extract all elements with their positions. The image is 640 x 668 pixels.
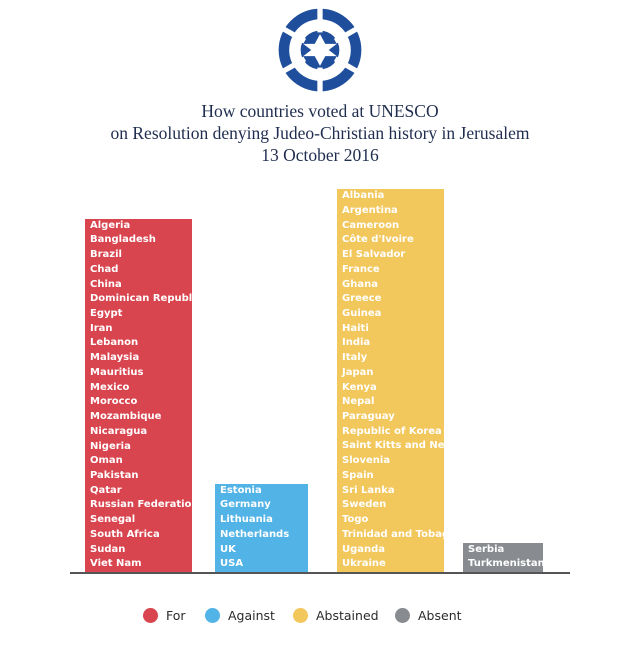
country-label: Uganda	[342, 543, 386, 555]
country-label: Italy	[342, 352, 368, 364]
country-label: Turkmenistan	[468, 558, 545, 570]
country-label: Guinea	[342, 308, 382, 320]
chart-title	[0, 100, 640, 166]
country-label: Germany	[220, 499, 271, 511]
country-label: Kenya	[342, 381, 377, 393]
country-label: UK	[220, 543, 236, 555]
country-label: Ukraine	[342, 558, 386, 570]
country-label: Netherlands	[220, 528, 290, 540]
country-label: Sweden	[342, 499, 387, 511]
country-label: Pakistan	[90, 469, 139, 481]
country-label: Mauritius	[90, 366, 144, 378]
country-label: Greece	[342, 293, 382, 305]
bar-absent	[463, 543, 543, 572]
legend-label-for: For	[166, 607, 186, 623]
chart-date: 13 October 2016	[261, 145, 379, 165]
country-label: Cameroon	[342, 219, 400, 231]
country-list-absent	[463, 543, 543, 572]
country-label: Sri Lanka	[342, 484, 395, 496]
country-label: Paraguay	[342, 411, 395, 423]
country-label: Egypt	[90, 308, 123, 320]
country-label: Ghana	[342, 278, 378, 290]
country-label: Japan	[342, 366, 374, 378]
legend-label-absent: Absent	[418, 607, 462, 623]
legend-item-abstained	[293, 605, 379, 625]
country-label: El Salvador	[342, 249, 406, 261]
country-label: Togo	[342, 514, 369, 526]
country-list-against	[215, 484, 308, 572]
country-label: Côte d'Ivoire	[342, 234, 414, 246]
country-list-for	[85, 219, 202, 572]
country-label: Albania	[342, 190, 385, 202]
legend-swatch-for	[143, 608, 158, 623]
country-label: Oman	[90, 455, 123, 467]
country-label: Nepal	[342, 396, 375, 408]
bar-against	[215, 484, 308, 572]
country-label: Chad	[90, 263, 119, 275]
country-label: Haiti	[342, 322, 369, 334]
country-label: Algeria	[90, 219, 131, 231]
country-label: South Africa	[90, 528, 160, 540]
country-label: Senegal	[90, 514, 136, 526]
legend-item-for	[143, 605, 186, 625]
country-label: China	[90, 278, 122, 290]
country-label: Russian Federation	[90, 499, 199, 511]
country-label: Viet Nam	[90, 558, 142, 570]
country-label: France	[342, 263, 380, 275]
country-label: Malaysia	[90, 352, 140, 364]
legend-swatch-abstained	[293, 608, 308, 623]
bar-abstained	[337, 189, 461, 572]
country-label: Estonia	[220, 484, 262, 496]
country-label: Trinidad and Tobago	[342, 528, 456, 540]
legend-item-against	[205, 605, 275, 625]
country-label: Republic of Korea	[342, 425, 442, 437]
legend	[0, 605, 640, 625]
legend-swatch-absent	[395, 608, 410, 623]
bar-for	[85, 219, 202, 572]
chart-title-line: How countries voted at UNESCO	[201, 101, 439, 121]
x-axis-baseline	[70, 572, 570, 574]
country-label: Saint Kitts and Nevis	[342, 440, 461, 452]
country-label: Serbia	[468, 543, 505, 555]
legend-item-absent	[395, 605, 462, 625]
legend-swatch-against	[205, 608, 220, 623]
star-of-david-icon	[276, 6, 364, 94]
country-label: Spain	[342, 469, 374, 481]
country-label: Nigeria	[90, 440, 131, 452]
country-list-abstained	[337, 189, 461, 572]
country-label: Iran	[90, 322, 113, 334]
country-label: Lithuania	[220, 514, 273, 526]
country-label: Bangladesh	[90, 234, 156, 246]
country-label: Morocco	[90, 396, 138, 408]
country-label: Mozambique	[90, 411, 162, 423]
country-label: USA	[220, 558, 244, 570]
country-label: Slovenia	[342, 455, 391, 467]
chart-title-line: on Resolution denying Judeo-Christian history in Jerusalem	[110, 123, 530, 143]
country-label: Brazil	[90, 249, 122, 261]
country-label: Dominican Republic	[90, 293, 202, 305]
country-label: Lebanon	[90, 337, 139, 349]
country-label: Argentina	[342, 204, 398, 216]
legend-label-abstained: Abstained	[316, 607, 379, 623]
country-label: Sudan	[90, 543, 126, 555]
country-label: India	[342, 337, 371, 349]
country-label: Mexico	[90, 381, 130, 393]
country-label: Qatar	[90, 484, 122, 496]
legend-label-against: Against	[228, 607, 275, 623]
country-label: Nicaragua	[90, 425, 148, 437]
